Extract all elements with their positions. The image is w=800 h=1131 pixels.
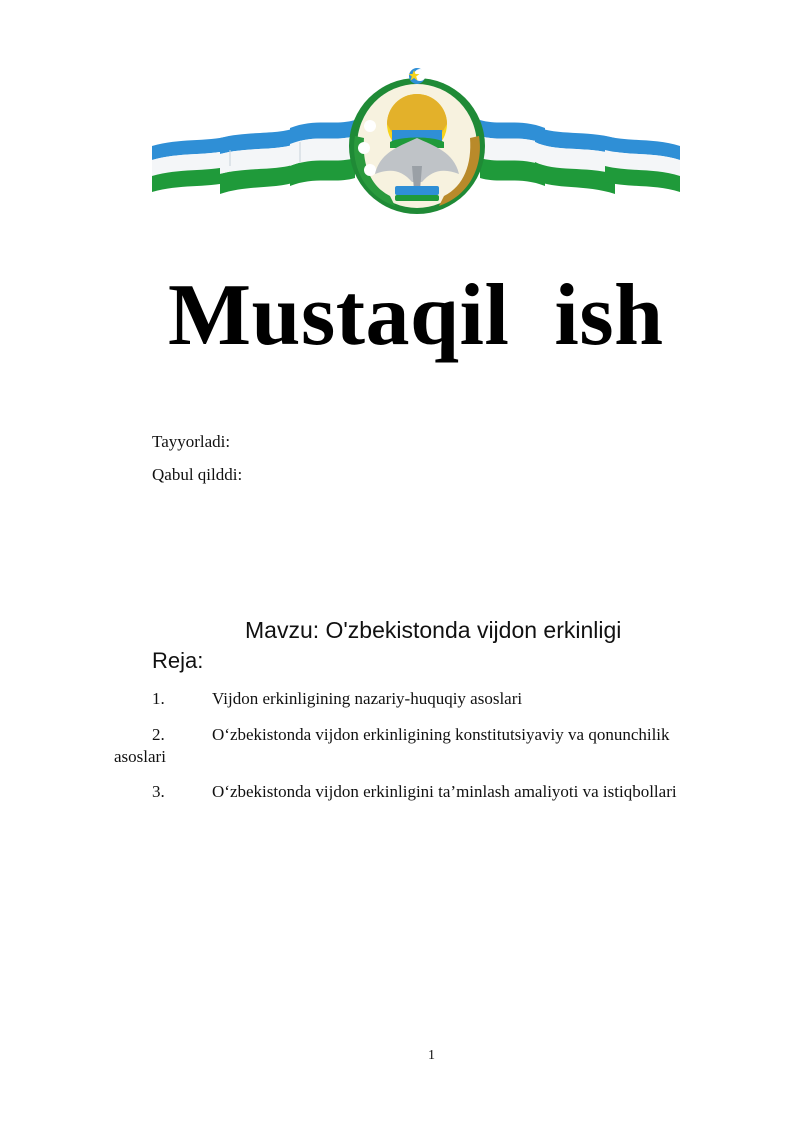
uzbekistan-emblem-icon xyxy=(349,68,485,214)
list-item-number: 2. xyxy=(152,725,165,744)
list-item-text: O‘zbekistonda vijdon erkinligining konstitutsiyaviy va qonunchilik xyxy=(212,725,670,744)
prepared-by-label: Tayyorladi: xyxy=(152,432,231,451)
list-item-number: 1. xyxy=(152,689,165,708)
page-number: 1 xyxy=(428,1048,435,1063)
topic-heading: Mavzu: O'zbekistonda vijdon erkinligi xyxy=(245,617,622,643)
list-item-text: Vijdon erkinligining nazariy-huquqiy asoslari xyxy=(212,689,523,708)
document-title: Mustaqil ish xyxy=(168,267,664,364)
flag-banner-right xyxy=(480,120,680,194)
list-item-text: O‘zbekistonda vijdon erkinligini ta’minlash amaliyoti va istiqbollari xyxy=(212,782,677,801)
accepted-by-label: Qabul qilddi: xyxy=(152,465,243,484)
list-item-continuation: asoslari xyxy=(114,747,166,766)
state-emblem-banner xyxy=(150,66,685,214)
plan-heading: Reja: xyxy=(152,648,204,673)
flag-banner-left xyxy=(152,120,355,194)
list-item-number: 3. xyxy=(152,782,165,801)
